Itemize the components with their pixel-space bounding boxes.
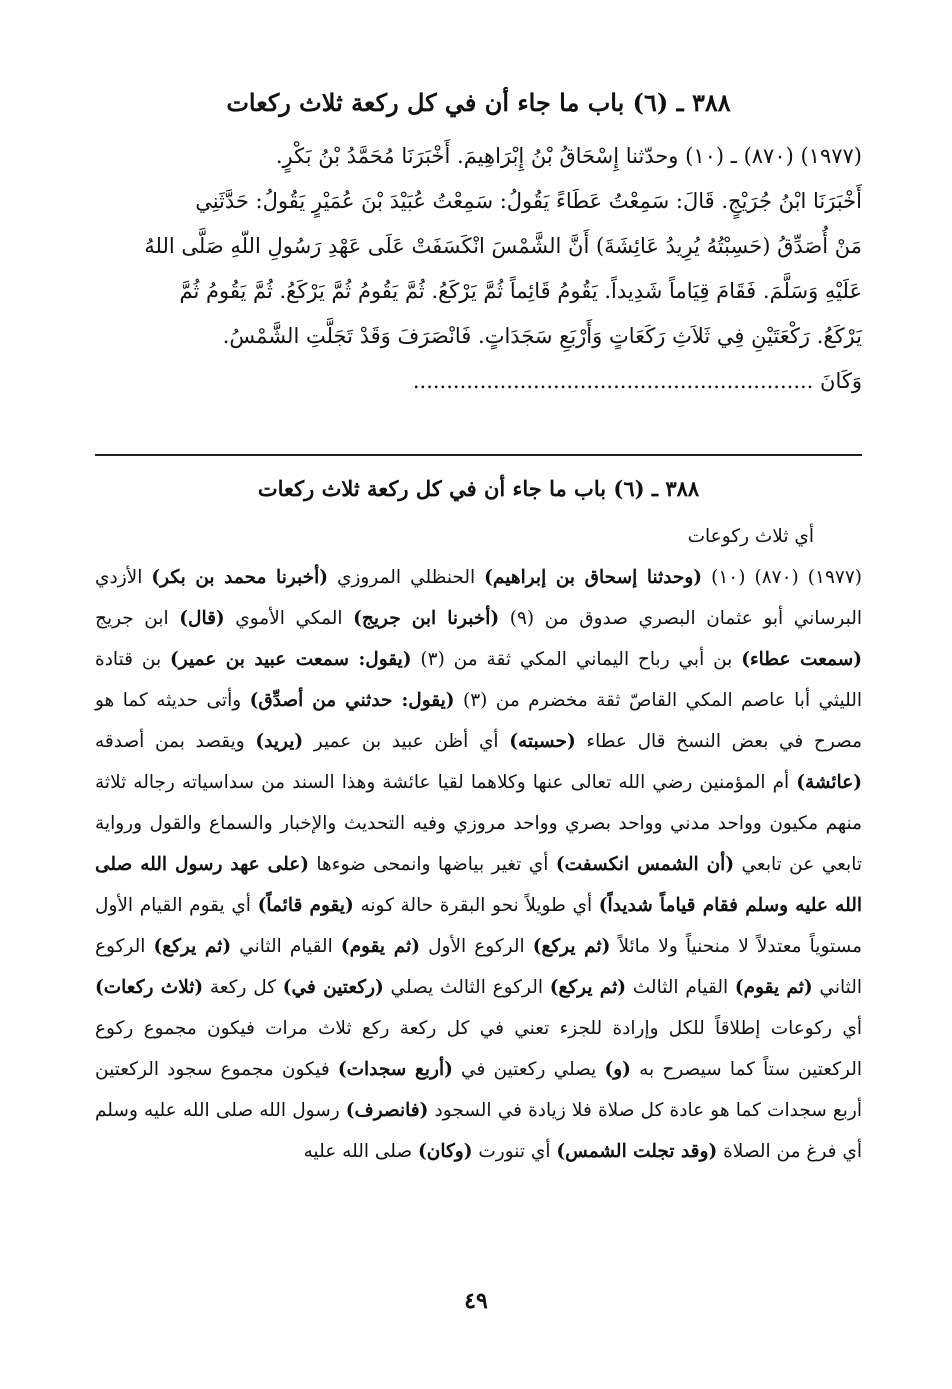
commentary-quote: (أخبرنا ابن جريج): [353, 608, 500, 629]
commentary-quote: (ثم يركع): [153, 936, 232, 957]
commentary-quote: (يريد): [255, 731, 304, 752]
commentary-body: [95, 557, 862, 1172]
commentary-text: الركوع الثالث يصلي: [383, 977, 550, 998]
commentary-text: أي تنورت: [472, 1141, 557, 1162]
commentary-text: أي تغير بياضها وانمحى ضوءها: [309, 854, 556, 875]
commentary-quote: (أن الشمس انكسفت): [555, 854, 735, 875]
commentary-text: أي طويلاً نحو البقرة حالة كونه: [353, 895, 599, 916]
commentary-quote: (أخبرنا محمد بن بكر): [151, 567, 328, 588]
commentary-quote: (يقوم قائماً): [257, 895, 354, 916]
page-number: ٤٩: [464, 1288, 488, 1314]
commentary-text: أي أظن عبيد بن عمير: [303, 731, 510, 752]
commentary-quote: (سمعت عطاء): [741, 649, 862, 670]
commentary-text: الأزدي البرساني أبو عثمان البصري صدوق من (٩): [95, 567, 863, 629]
page: [95, 86, 863, 1162]
commentary-quote: (و): [604, 1059, 631, 1080]
hadith-text: [95, 134, 862, 404]
commentary-text: الحنظلي المروزي: [327, 567, 485, 588]
commentary-text: ويقصد بمن أصدقه: [95, 731, 256, 752]
commentary-text: الركوع الثاني: [95, 936, 862, 998]
commentary-text: المكي الأموي: [224, 608, 354, 629]
commentary-quote: (وكان): [418, 1141, 473, 1162]
commentary-quote: (ثم يقوم): [734, 977, 813, 998]
commentary-text: ابن جريج: [95, 608, 180, 629]
commentary-text: أي ركوعات إطلاقاً للكل وإرادة للجزء تعني في كل ركعة ركع ثلاث مرات فيكون مجموع ركوع الركعتين ستاً كما سيصرح به: [95, 1018, 863, 1080]
commentary-text: الركوع الأول: [419, 936, 533, 957]
commentary-quote: (على عهد رسول الله صلى الله عليه وسلم فقام قياماً شديداً): [95, 854, 862, 916]
commentary-text: رسول الله صلى الله عليه وسلم أي فرغ من الصلاة: [95, 1100, 862, 1162]
commentary-text: يصلي ركعتين في: [452, 1059, 605, 1080]
separator-rule: [95, 454, 862, 456]
commentary-text: بن قتادة الليثي أبا عاصم المكي القاصّ ثقة مخضرم من (٣): [95, 649, 862, 711]
commentary-quote: (حسبته): [509, 731, 576, 752]
commentary-quote: (ثم يركع): [532, 936, 611, 957]
commentary-text: أي يقوم القيام الأول مستوياً معتدلاً لا منحنياً ولا مائلاً: [95, 895, 862, 957]
commentary-quote: (ثم يركع): [549, 977, 627, 998]
hadith-line: أَخْبَرَنَا ابْنُ جُرَيْجٍ. قَالَ: سَمِعْتُ عَطَاءً يَقُولُ: سَمِعْتُ عُبَيْدَ بْنَ عُمَيْرٍ يَقُولُ: حَدَّثَنِي: [195, 189, 862, 213]
commentary-quote: (قال): [179, 608, 225, 629]
commentary-text: القيام الثالث: [626, 977, 735, 998]
commentary-quote: (عائشة): [796, 772, 862, 793]
hadith-line: عَلَيْهِ وَسَلَّمَ. فَقَامَ قِيَاماً شَدِيداً. يَقُومُ قَائِماً ثُمَّ يَرْكَعُ. ثُمَّ يَقُومُ ثُمَّ يَرْكَعُ. ثُمَّ يَقُومُ ثُمَّ: [179, 279, 862, 303]
commentary-text: وأتى حديثه كما هو مصرح في بعض النسخ قال عطاء: [95, 690, 862, 752]
chapter-title: ٣٨٨ ـ (٦) باب ما جاء أن في كل ركعة ثلاث ركعات: [226, 88, 731, 117]
commentary-text: بن أبي رباح اليماني المكي ثقة من (٣): [411, 649, 742, 670]
hadith-line: يَرْكَعُ. رَكْعَتَيْنِ فِي ثَلاَثِ رَكَعَاتٍ وَأَرْبَعِ سَجَدَاتٍ. فَانْصَرَفَ وَقَدْ تَجَلَّتِ الشَّمْسُ.: [222, 324, 862, 348]
commentary-text: فيكون مجموع سجود الركعتين أربع سجدات كما هو عادة كل صلاة فلا زيادة في السجود: [95, 1059, 862, 1121]
hadith-line: مَنْ أُصَدِّقُ (حَسِبْتُهُ يُرِيدُ عَائِشَةَ) أَنَّ الشَّمْسَ انْكَسَفَتْ عَلَى عَهْدِ رَسُولِ اللّهِ صَلَّى اللهُ: [144, 234, 862, 258]
commentary-text: القيام الثاني: [231, 936, 341, 957]
commentary-quote: (ثلاث ركعات): [95, 977, 204, 998]
commentary-quote: (ركعتين في): [282, 977, 384, 998]
commentary-quote: (وقد تجلت الشمس): [556, 1141, 718, 1162]
commentary-text: أم المؤمنين رضي الله تعالى عنها وكلاهما لقيا عائشة وهذا السند من سداسياته رجاله ثلاثة منهم مكيون وواحد مدني وواحد بصري وواحد مروزي وفيه التحديث والإخبار والسماع والقول ورواية تابعي عن تابعي: [95, 772, 862, 875]
commentary-text: (١٩٧٧) (٨٧٠) (١٠): [702, 567, 862, 588]
commentary-quote: (يقول: حدثني من أصدِّق): [249, 690, 455, 711]
commentary-title: ٣٨٨ ـ (٦) باب ما جاء أن في كل ركعة ثلاث ركعات: [257, 476, 700, 501]
commentary-intro: أي ثلاث ركوعات: [687, 526, 814, 547]
commentary-text: كل ركعة: [203, 977, 283, 998]
commentary-quote: (أربع سجدات): [337, 1059, 453, 1080]
hadith-line: وَكَانَ ............................................................: [412, 369, 862, 393]
commentary-section: [95, 472, 862, 1172]
commentary-quote: (يقول: سمعت عبيد بن عمير): [169, 649, 412, 670]
commentary-text: صلى الله عليه: [303, 1141, 418, 1162]
hadith-line: (١٩٧٧) (٨٧٠) ـ (١٠) وحدّثنا إِسْحَاقُ بْنُ إِبْرَاهِيمَ. أَخْبَرَنَا مُحَمَّدُ بْنُ بَكْرٍ.: [275, 144, 862, 168]
commentary-quote: (فانصرف): [345, 1100, 429, 1121]
commentary-quote: (ثم يقوم): [340, 936, 420, 957]
commentary-quote: (وحدثنا إسحاق بن إبراهيم): [484, 567, 703, 588]
